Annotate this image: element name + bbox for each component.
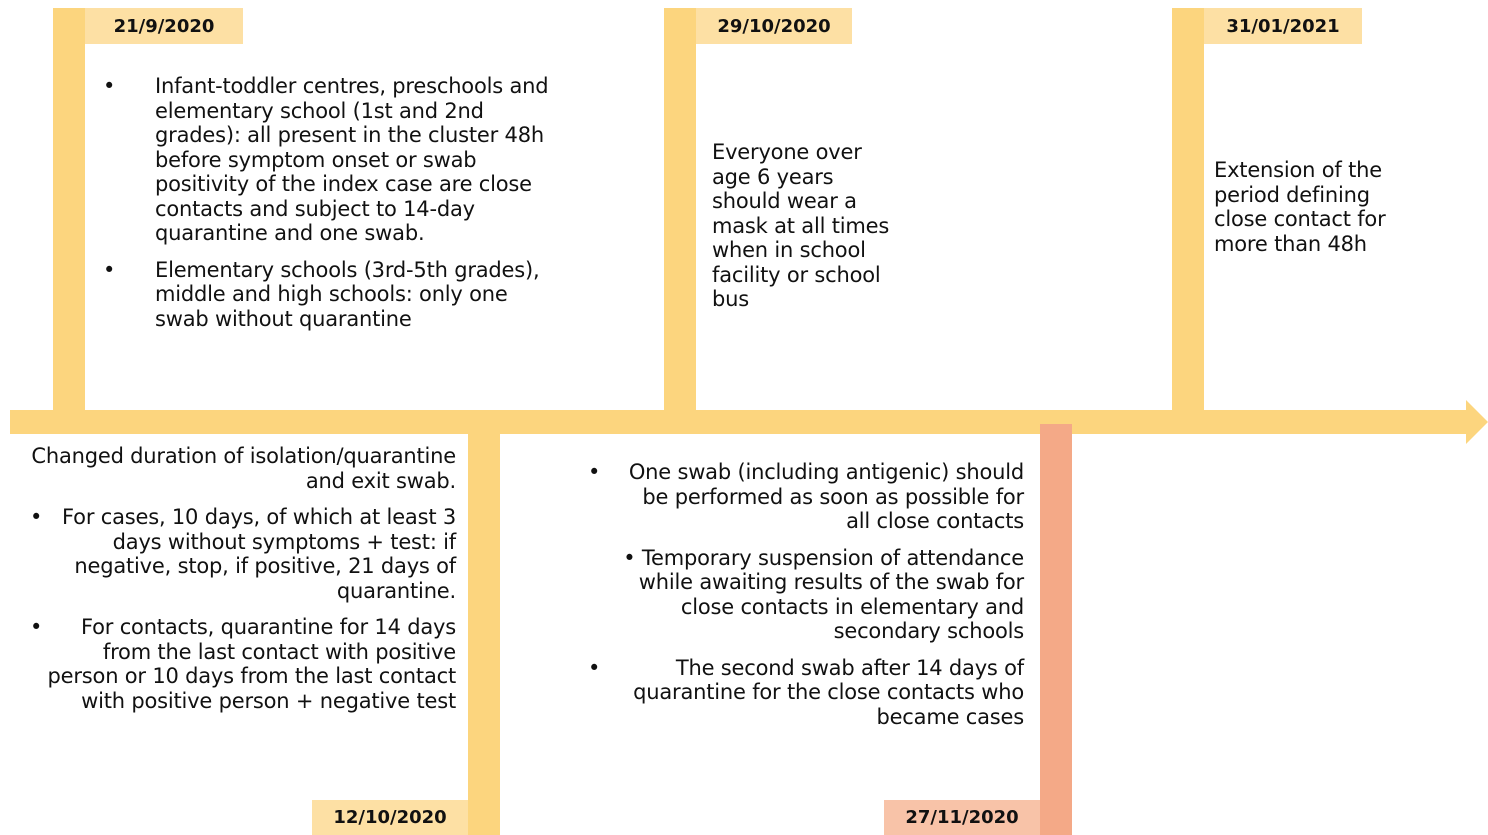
event-1-bullet-2: • Elementary schools (3rd-5th grades), middle and high schools: only one swab without quarantine [103, 258, 553, 332]
timeline-arrowhead [1466, 400, 1488, 444]
event-5-date: 31/01/2021 [1204, 8, 1362, 44]
event-2-date: 12/10/2020 [312, 800, 468, 835]
event-4-bullet-2-text: Temporary suspension of attendance while awaiting results of the swab for close contacts in elementary and secondary schools [638, 545, 1024, 643]
event-3-bar [664, 8, 696, 414]
event-2-bullet-2-text: For contacts, quarantine for 14 days from the last contact with positive person or 10 days from the last contact with positive person + negative test [47, 615, 456, 713]
event-1-bar [53, 8, 85, 414]
event-3-text: Everyone over age 6 years should wear a mask at all times when in school facility or school bus [712, 140, 890, 311]
event-2-bullet-1-text: For cases, 10 days, of which at least 3 days without symptoms + test: if negative, stop, if positive, 21 days of quarantine. [62, 505, 456, 603]
event-4-bullet-2: • Temporary suspension of attendance while awaiting results of the swab for close contacts in elementary and secondary schools [623, 545, 1024, 643]
event-4-text [588, 460, 1024, 741]
event-4-bullet-1-text: One swab (including antigenic) should be performed as soon as possible for all close contacts [628, 460, 1024, 533]
timeline-axis [10, 410, 1470, 434]
event-4-bullet-3: • The second swab after 14 days of quarantine for the close contacts who became cases [588, 655, 1024, 729]
event-2-heading: Changed duration of isolation/quarantine and exit swab. [31, 444, 456, 493]
event-1-bullet-1: • Infant-toddler centres, preschools and elementary school (1st and 2nd grades): all present in the cluster 48h before symptom onset or swab positivity of the index case are close contacts and subject to 14-day quarantine and one swab. [103, 74, 553, 246]
event-4-bar [1040, 424, 1072, 835]
event-2-bullet-2: • For contacts, quarantine for 14 days from the last contact with positive person or 10 days from the last contact with positive person + negative test [30, 615, 456, 713]
event-3-date: 29/10/2020 [696, 8, 852, 44]
event-1-date: 21/9/2020 [85, 8, 243, 44]
event-4-date: 27/11/2020 [884, 800, 1040, 835]
event-4-bullet-3-text: The second swab after 14 days of quarantine for the close contacts who became cases [633, 655, 1024, 729]
event-2-bullet-1: • For cases, 10 days, of which at least 3 days without symptoms + test: if negative, stop, if positive, 21 days of quarantine. [30, 505, 456, 603]
event-1-text [103, 74, 553, 343]
event-2-bar [468, 424, 500, 835]
event-2-text [30, 444, 456, 725]
event-4-bullet-1: • One swab (including antigenic) should be performed as soon as possible for all close contacts [588, 460, 1024, 533]
event-5-text: Extension of the period defining close contact for more than 48h [1214, 158, 1386, 256]
event-5-bar [1172, 8, 1204, 414]
